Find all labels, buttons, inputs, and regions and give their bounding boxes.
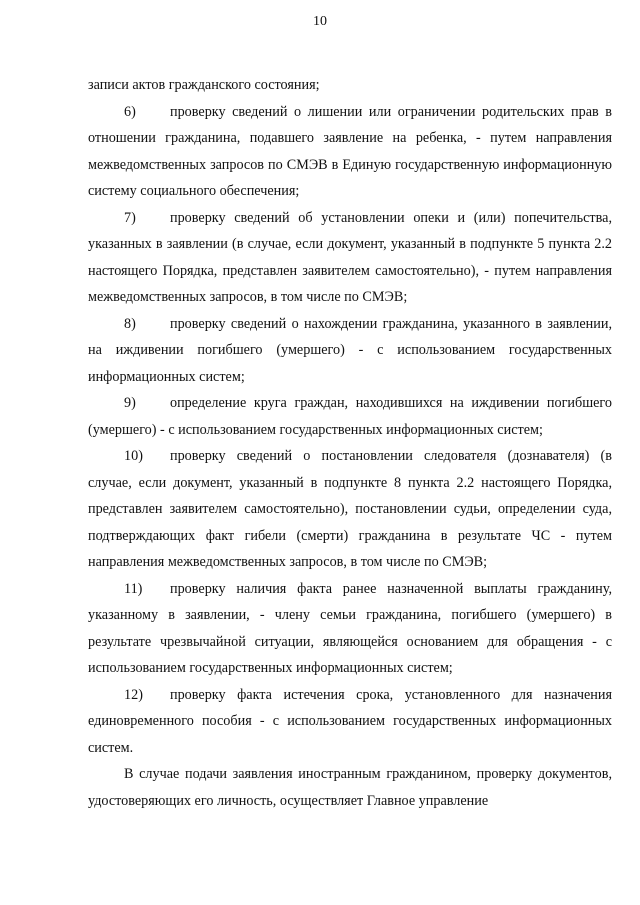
list-item-number: 6) [124,103,136,120]
list-item-number: 9) [124,395,136,411]
list-item-8 [88,311,612,391]
list-item-6 [88,99,612,205]
list-item-9 [88,390,612,443]
paragraph-text: В случае подачи заявления иностранным гражданином, проверку документов, удостоверяющих его личность, осуществляет Главное управление [88,766,612,809]
list-item-7 [88,205,612,311]
paragraph-foreign-citizen [88,761,612,814]
paragraph-continuation [88,72,612,99]
list-item-12 [88,682,612,762]
list-item-number: 10) [124,448,143,464]
list-item-text: определение круга граждан, находившихся на иждивении погибшего (умершего) - с использованием государственных информационных систем; [88,395,612,438]
list-item-text: проверку наличия факта ранее назначенной выплаты гражданину, указанному в заявлении, - члену семьи гражданина, погибшего (умершего) в результате чрезвычайной ситуации, являющейся основанием для обращения - с использованием государственных информационных систем; [88,580,612,676]
list-item-text: проверку сведений об установлении опеки и (или) попечительства, указанных в заявлении (в случае, если документ, указанный в подпункте 5 пункта 2.2 настоящего Порядка, представлен заявителем самостоятельно), - путем направления межведомственных запросов, в том числе по СМЭВ; [88,209,612,305]
list-item-11 [88,576,612,682]
document-body [88,72,612,814]
list-item-text: проверку сведений о нахождении гражданина, указанного в заявлении, на иждивении погибшего (умершего) - с использованием государственных информационных систем; [88,315,612,385]
paragraph-text: записи актов гражданского состояния; [88,77,320,93]
list-item-number: 12) [124,686,143,703]
list-item-number: 7) [124,209,136,226]
list-item-text: проверку сведений о лишении или ограничении родительских прав в отношении гражданина, подавшего заявление на ребенка, - путем направления межведомственных запросов по СМЭВ в Единую государственную информационную систему социального обеспечения; [88,103,612,199]
list-item-number: 8) [124,315,136,332]
list-item-10 [88,443,612,576]
list-item-number: 11) [124,580,143,597]
list-item-text: проверку факта истечения срока, установленного для назначения единовременного пособия - с использованием государственных информационных систем. [88,686,612,756]
page-number: 10 [313,14,327,29]
list-item-text: проверку сведений о постановлении следователя (дознавателя) (в случае, если документ, указанный в подпункте 8 пункта 2.2 настоящего Порядка, представлен заявителем самостоятельно), постановлении судьи, определении суда, подтверждающих факт гибели (смерти) гражданина в результате ЧС - путем направления межведомственных запросов, в том числе по СМЭВ; [88,448,612,570]
